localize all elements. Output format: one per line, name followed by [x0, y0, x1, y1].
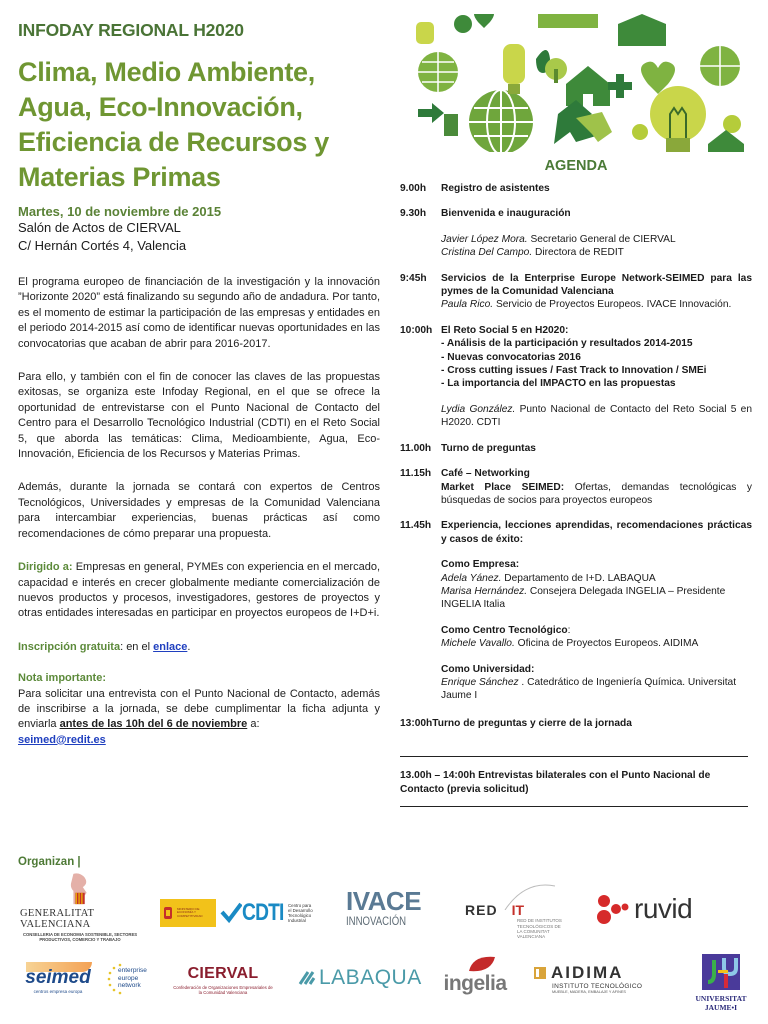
redit-name: RED	[465, 902, 498, 919]
speaker-name: Michele Vavallo.	[441, 638, 515, 650]
divider	[400, 756, 748, 757]
bilateral-interviews: 13.00h – 14:00h Entrevistas bilaterales con el Punto Nacional de Contacto (previa solicitud)	[400, 770, 711, 795]
agenda-item	[400, 442, 752, 455]
agenda-time: 11.00h	[400, 442, 432, 454]
speaker	[441, 233, 752, 246]
title-line: Eficiencia de Recursos y	[18, 127, 329, 157]
ministerio-name: MINISTERIO DE ECONOMÍA Y COMPETITIVIDAD	[177, 906, 203, 918]
ingelia-name: ingelia	[443, 972, 507, 995]
logo-aidima	[534, 960, 660, 996]
redit-sub: RED DE INSTITUTOS TECNOLÓGICOS DE LA COMUNITAT VALENCIANA	[517, 918, 562, 940]
event-date: Martes, 10 de noviembre de 2015	[18, 204, 222, 219]
registration-link[interactable]: enlace	[153, 640, 188, 653]
speaker-role: Punto Nacional de Contacto del Reto Social 5 en H2020. CDTI	[441, 403, 752, 429]
logo-enterprise-europe-network	[106, 962, 146, 996]
target-audience	[18, 560, 380, 622]
een-name: enterprise europe network	[118, 967, 147, 989]
agenda-item-title: Servicios de la Enterprise Europe Network-SEIMED para las pymes de la Comunidad Valenciana	[441, 272, 752, 298]
labaqua-name: LABAQUA	[319, 966, 422, 989]
important-note	[18, 671, 380, 748]
speaker-role: Departamento de I+D. LABAQUA	[501, 572, 656, 584]
speaker-group-label: Como Empresa:	[441, 559, 520, 571]
contact-email-link[interactable]: seimed@redit.es	[18, 733, 106, 746]
redit-logo-mark	[465, 884, 575, 910]
agenda-time: 10:00h	[400, 324, 433, 336]
generalitat-sub: CONSELLERIA DE ECONOMIA SOSTENIBLE, SECTORES PRODUCTIVOS, COMERCIO Y TRABAJO	[22, 932, 138, 942]
agenda-item	[400, 182, 752, 195]
title-line: Clima, Medio Ambiente,	[18, 57, 315, 87]
agenda-time: 9.30h	[400, 208, 427, 220]
ivace-sub: INNOVACIÓN	[346, 914, 407, 928]
agenda-time: 11.15h	[400, 468, 432, 480]
intro-paragraph-1: El programa europeo de financiación de la investigación y la innovación ”Horizonte 2020” está finalizando su segundo año de andadura. Por tanto, es el momento de estimar la participación de las empresas y entidades en el periodo 2014-2015 así como de identificar nuevas oportunidades en las convocatorias que acaban de abrir para 2016-2017.	[18, 276, 380, 350]
agenda-time: 9.00h	[400, 183, 427, 194]
event-kicker: INFODAY REGIONAL H2020	[18, 20, 244, 40]
logo-cierval	[170, 958, 276, 1002]
intro-paragraph-3: Además, durante la jornada se contará con expertos de Centros Tecnológicos, Universidades y empresas de la Comunidad Valenciana para intercambiar experiencias, buenas prácticas así como recomendaciones de cómo preparar una propuesta.	[18, 481, 380, 540]
organizers-label: Organizan |	[18, 856, 81, 868]
uji-emblem-icon	[702, 954, 740, 990]
cierval-sub: Confederación de Organizaciones Empresariales de la Comunidad Valenciana	[173, 984, 273, 995]
speaker-role: Oficina de Proyectos Europeos. AIDIMA	[514, 638, 699, 650]
speaker	[441, 403, 752, 430]
agenda-item	[400, 324, 752, 430]
aidima-sub: INSTITUTO TECNOLÓGICO	[552, 982, 643, 990]
agenda-bullet: - Análisis de la participación y resultados 2014-2015	[441, 338, 693, 350]
agenda-time: 13:00h	[400, 717, 433, 729]
intro-paragraph-2: Para ello, y también con el fin de conocer las claves de las propuestas exitosas, se organiza este Infoday Regional, en el que se ofrece la oportunidad de entrevistarse con el Punto Nacional de Contacto del Centro para el Desarrollo Tecnológico Industrial (CDTI) en el Reto Social 5, que aborda las temáticas: Clima, Medioambiente, Agua, Eco-Innovación, Eficiencia de los Recursos y Materias Primas.	[18, 371, 380, 461]
aidima-sub2: MUEBLE, MADERA, EMBALAJE Y AFINES	[552, 989, 626, 994]
redit-name-it: IT	[511, 902, 525, 919]
right-column	[400, 14, 752, 807]
agenda-item	[400, 519, 752, 702]
logo-ruvid	[594, 888, 704, 930]
speaker	[441, 298, 752, 311]
eco-icons-banner	[408, 14, 750, 152]
title-line: Materias Primas	[18, 162, 221, 192]
logo-ministerio	[160, 899, 216, 927]
aidima-square-icon	[534, 967, 546, 979]
speaker-group-label: Como Universidad:	[441, 663, 535, 675]
agenda-bullet: - La importancia del IMPACTO en las propuestas	[441, 378, 676, 390]
speaker	[441, 246, 752, 259]
speaker-group-label-suffix: :	[567, 624, 571, 636]
speaker-name: Javier López Mora.	[441, 233, 528, 245]
event-address: C/ Hernán Cortés 4, Valencia	[18, 238, 187, 253]
agenda-item-title: Experiencia, lecciones aprendidas, recomendaciones prácticas y casos de éxito:	[441, 520, 752, 545]
registration-label: Inscripción gratuita	[18, 640, 121, 653]
agenda-time: 11.45h	[400, 520, 432, 532]
cierval-name: CIERVAL	[187, 964, 259, 982]
speaker-name: Lydia González.	[441, 403, 516, 415]
registration	[18, 640, 380, 655]
agenda-item-title: Turno de preguntas	[441, 442, 536, 454]
cdti-sub: Centro para el Desarrollo Tecnológico Industrial	[288, 903, 313, 923]
speaker-group-label: Como Centro Tecnológico	[441, 624, 568, 636]
cdti-check-icon	[220, 902, 242, 924]
logo-redit	[465, 884, 575, 944]
speaker-role: Directora de REDIT	[532, 247, 624, 259]
speaker-group	[441, 558, 752, 612]
market-place-label: Market Place SEIMED:	[441, 481, 565, 493]
aidima-name: AIDIMA	[551, 962, 624, 982]
agenda-item-title: Café – Networking	[441, 468, 530, 480]
agenda-item-title: Registro de asistentes	[441, 183, 550, 194]
speaker	[441, 585, 752, 612]
speaker-group	[441, 624, 752, 651]
important-note-label: Nota importante:	[18, 672, 106, 685]
logo-seimed	[22, 960, 94, 996]
event-venue: Salón de Actos de CIERVAL	[18, 220, 181, 235]
speaker-name: Cristina Del Campo.	[441, 247, 533, 259]
agenda-title: AGENDA	[544, 158, 608, 174]
speaker	[441, 572, 752, 585]
target-audience-label: Dirigido a:	[18, 561, 73, 574]
speaker-name: Enrique Sánchez	[441, 676, 519, 688]
agenda-list	[400, 182, 752, 807]
cdti-name: CDTI	[242, 899, 284, 926]
logo-labaqua	[298, 964, 428, 992]
speaker-name: Paula Rico.	[441, 299, 494, 311]
registration-end: .	[187, 640, 191, 653]
ruvid-name: ruvid	[634, 893, 693, 924]
left-column	[18, 20, 380, 748]
logo-ingelia	[440, 952, 510, 998]
generalitat-crest-icon	[67, 872, 93, 906]
market-place-text: Ofertas, demandas tecnológicas y búsquedas de socios para proyectos europeos	[441, 481, 753, 506]
registration-text: : en el	[120, 640, 154, 653]
speaker-role: Secretario General de CIERVAL	[527, 233, 676, 245]
agenda-bullet: - Nuevas convocatorias 2016	[441, 351, 581, 363]
ivace-name: IVACE	[346, 886, 422, 916]
title-line: Agua, Eco-Innovación,	[18, 92, 303, 122]
speaker-name: Adela Yánez.	[441, 572, 502, 584]
speaker-name: Marisa Hernández.	[441, 585, 528, 597]
seimed-sub: centros empresa europa	[33, 988, 83, 994]
uji-name: UNIVERSITAT	[695, 994, 747, 1003]
important-note-text: Para solicitar una entrevista con el Punto Nacional de Contacto, además de inscribirse a la jornada, se debe cumplimentar la ficha adjunta y enviarla	[18, 687, 380, 731]
logo-generalitat-valenciana	[20, 872, 140, 942]
important-note-to: a:	[247, 718, 260, 731]
agenda-item	[400, 272, 752, 312]
spain-coat-of-arms-icon	[163, 905, 173, 921]
agenda-item	[400, 467, 752, 507]
logo-cdti	[220, 897, 316, 929]
target-audience-text: Empresas en general, PYMEs con experiencia en el mercado, capacidad e interés en crecer globalmente mediante comercialización de nuevos productos y procesos, investigadores, gestores de proyectos y otras entidades interesadas en participar en proyectos europeos de I+D+i.	[18, 561, 381, 620]
speaker-role: Servicio de Proyectos Europeos. IVACE Innovación.	[493, 299, 732, 311]
event-title	[18, 55, 380, 195]
eco-icons-illustration	[408, 14, 750, 152]
agenda-bullet: - Cross cutting issues / Fast Track to Innovation / SMEi	[441, 365, 707, 377]
deadline: antes de las 10h del 6 de noviembre	[59, 718, 248, 731]
agenda-item	[400, 207, 752, 259]
speaker-role: . Catedrático de Ingeniería Química. Universitat Jaume I	[441, 676, 737, 702]
labaqua-mark-icon	[298, 970, 316, 986]
speaker-group	[441, 663, 752, 703]
agenda-item	[400, 717, 752, 730]
agenda-item-title: Bienvenida e inauguración	[441, 208, 571, 220]
agenda-item-title: El Reto Social 5 en H2020:	[441, 324, 569, 336]
logo-universitat-jaume-i	[690, 950, 752, 1016]
generalitat-name: GENERALITAT VALENCIANA	[20, 908, 95, 930]
logo-ivace	[346, 884, 442, 932]
seimed-name: seimed	[25, 966, 91, 988]
divider	[400, 806, 748, 807]
speaker-role: Consejera Delegada INGELIA – Presidente INGELIA Italia	[441, 585, 726, 611]
speaker	[441, 676, 752, 703]
agenda-item-title: Turno de preguntas y cierre de la jornada	[432, 717, 632, 729]
ingelia-leaf-icon	[467, 955, 497, 973]
speaker	[441, 637, 752, 650]
agenda-time: 9:45h	[400, 272, 427, 284]
uji-sub: JAUME•I	[704, 1003, 738, 1012]
ruvid-dots-icon	[594, 891, 630, 927]
market-place	[441, 481, 752, 508]
